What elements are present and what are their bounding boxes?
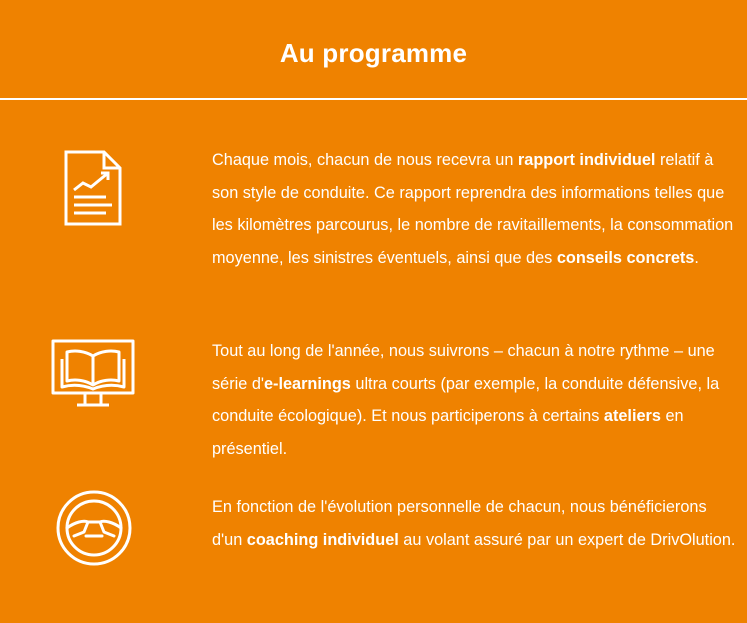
paragraph-text: En fonction de l'évolution personnelle de chacun, nous bénéficierons d'un xyxy=(212,498,707,549)
item-paragraph-elearning xyxy=(212,335,738,465)
paragraph-text: en présentiel. xyxy=(212,407,684,458)
emphasized-text: e-learnings xyxy=(263,374,351,393)
document-chart-icon xyxy=(64,150,122,226)
item-paragraph-report xyxy=(212,144,738,274)
emphasized-text: conseils concrets xyxy=(556,248,695,267)
paragraph-text: . xyxy=(694,248,699,267)
paragraph-text: au volant assuré par un expert de DrivOlution. xyxy=(398,530,736,549)
steering-wheel-icon xyxy=(55,489,133,567)
monitor-book-icon xyxy=(51,339,135,409)
paragraph-text: ultra courts (par exemple, la conduite défensive, la conduite écologique). Et nous participerons à certains xyxy=(212,374,720,425)
paragraph-text: Tout au long de l'année, nous suivrons – chacun à notre rythme – une série d' xyxy=(212,342,715,393)
header-divider xyxy=(0,98,747,100)
emphasized-text: rapport individuel xyxy=(517,151,656,169)
paragraph-text: relatif à son style de conduite. Ce rapport reprendra des informations telles que les kilomètres parcourus, le nombre de ravitaillements, la consommation moyenne, les sinistres éventuels, ainsi que des xyxy=(212,151,734,267)
emphasized-text: ateliers xyxy=(603,407,661,425)
paragraph-text: Chaque mois, chacun de nous recevra un xyxy=(212,151,518,169)
page-title: Au programme xyxy=(279,38,468,68)
item-paragraph-coaching xyxy=(212,491,738,556)
emphasized-text: coaching individuel xyxy=(246,530,399,549)
